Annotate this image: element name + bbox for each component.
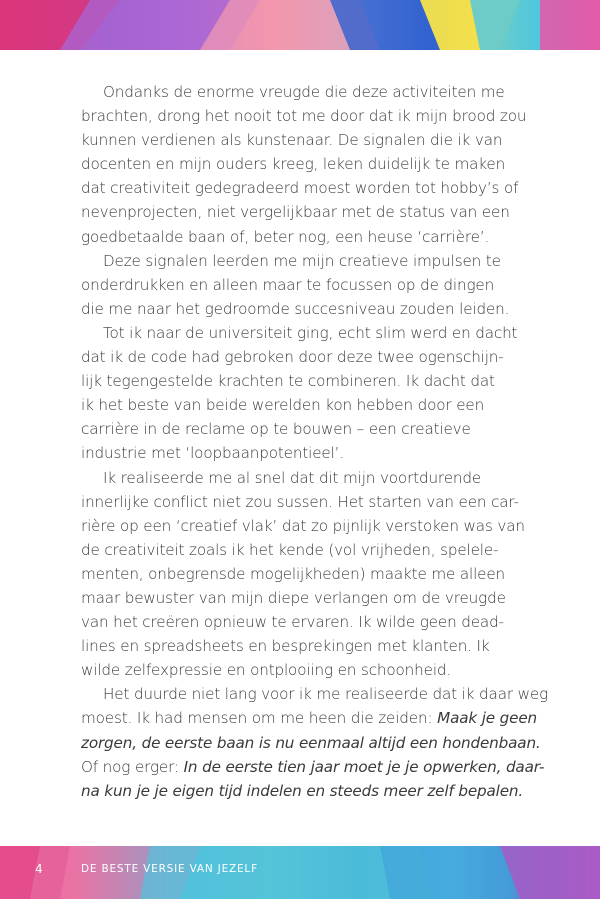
text-span: Tot ik naar de universiteit ging, echt slim werd en dacht (103, 323, 518, 342)
italic-span: Maak je geen (437, 709, 537, 728)
text-line (81, 634, 521, 658)
text-line (81, 200, 521, 224)
text-line (81, 225, 521, 249)
text-line (81, 321, 521, 345)
text-line (81, 273, 521, 297)
text-span: ik het beste van beide werelden kon hebben door een (81, 396, 485, 415)
text-span: lines en spreadsheets en besprekingen met klanten. Ik (81, 637, 490, 656)
text-line (81, 393, 521, 417)
text-span: dat ik de code had gebroken door deze twee ogenschijn- (81, 348, 504, 367)
text-line (81, 706, 537, 730)
text-line (81, 152, 521, 176)
text-line (81, 369, 521, 393)
text-span: goedbetaalde baan of, beter nog, een heuse ‘carrière’. (81, 227, 490, 246)
text-span: moest. Ik had mensen om me heen die zeiden: (81, 709, 438, 728)
text-line (81, 682, 549, 706)
text-line (81, 417, 521, 441)
text-span: innerlijke conflict niet zou sussen. Het starten van een car- (81, 492, 519, 511)
text-span: carrière in de reclame op te bouwen – een creatieve (81, 420, 471, 439)
text-span: Ik realiseerde me al snel dat dit mijn voortdurende (103, 468, 482, 487)
text-line (81, 562, 521, 586)
text-span: Deze signalen leerden me mijn creatieve impulsen te (103, 251, 501, 270)
text-span: Het duurde niet lang voor ik me realiseerde dat ik daar weg (103, 685, 549, 704)
italic-span: zorgen, de eerste baan is nu eenmaal altijd een hondenbaan. (81, 733, 541, 752)
text-span: Ondanks de enorme vreugde die deze activiteiten me (103, 83, 505, 101)
text-line (81, 80, 521, 104)
text-span: Of nog erger: (81, 757, 184, 776)
text-line (81, 490, 521, 514)
text-span: dat creativiteit gedegradeerd moest worden tot hobby’s of (81, 179, 519, 198)
italic-span: In de eerste tien jaar moet je je opwerken, daar- (183, 757, 545, 776)
text-span: onderdrukken en alleen maar te focussen op de dingen (81, 275, 495, 294)
text-span: wilde zelfexpressie en ontplooiing en schoonheid. (81, 661, 452, 680)
text-line (81, 128, 521, 152)
text-span: menten, onbegrensde mogelijkheden) maakte me alleen (81, 564, 505, 583)
text-span: van het creëren opnieuw te ervaren. Ik wilde geen dead- (81, 613, 504, 632)
text-line (81, 345, 521, 369)
text-line (81, 176, 521, 200)
text-span: die me naar het gedroomde succesniveau zouden leiden. (81, 299, 510, 318)
top-paint-strokes (0, 0, 600, 50)
text-span: de creativiteit zoals ik het kende (vol vrijheden, spelele- (81, 540, 499, 559)
text-line (81, 586, 521, 610)
text-line (81, 441, 521, 465)
page-number: 4 (35, 862, 43, 876)
text-line (81, 658, 521, 682)
text-span: lijk tegengestelde krachten te combineren. Ik dacht dat (81, 372, 495, 391)
top-decorative-band (0, 0, 600, 50)
text-span: industrie met ‘loopbaanpotentieel’. (81, 444, 345, 463)
text-line (81, 731, 541, 755)
text-line (81, 610, 521, 634)
text-line (81, 514, 525, 538)
text-span: brachten, drong het nooit tot me door dat ik mijn brood zou (81, 107, 527, 126)
text-span: nevenprojecten, niet vergelijkbaar met de status van een (81, 203, 510, 222)
text-span: maar bewuster van mijn diepe verlangen om de vreugde (81, 588, 506, 607)
italic-span: na kun je je eigen tijd indelen en steeds meer zelf bepalen. (81, 781, 524, 800)
text-line (81, 297, 521, 321)
running-title: DE BESTE VERSIE VAN JEZELF (81, 863, 258, 875)
text-line (81, 779, 524, 803)
text-line (81, 249, 521, 273)
text-span: docenten en mijn ouders kreeg, leken duidelijk te maken (81, 155, 506, 174)
body-text (81, 80, 549, 803)
text-line (81, 466, 521, 490)
text-line (81, 755, 545, 779)
text-line (81, 538, 521, 562)
text-span: kunnen verdienen als kunstenaar. De signalen die ik van (81, 131, 503, 150)
text-line (81, 104, 527, 128)
text-span: rière op een ‘creatief vlak’ dat zo pijnlijk verstoken was van (81, 516, 525, 535)
